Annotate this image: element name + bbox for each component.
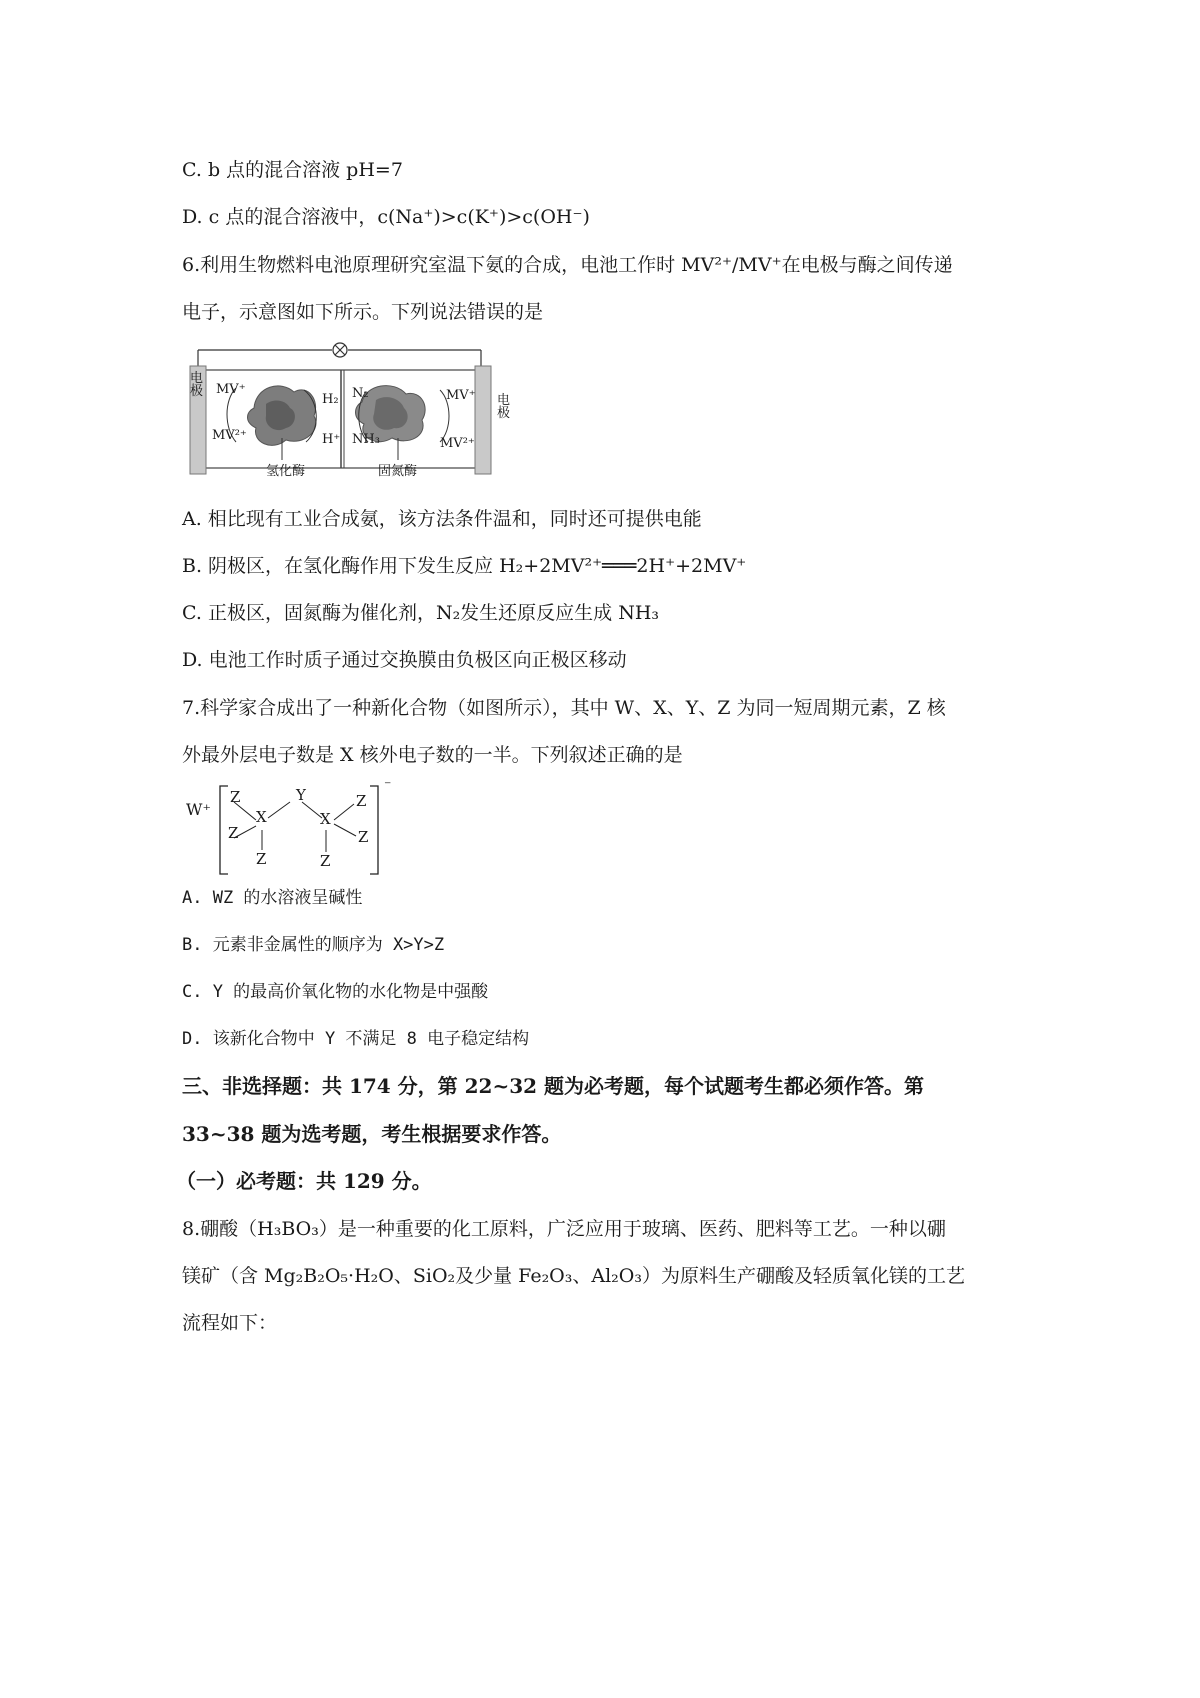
atom-z: Z (228, 824, 239, 842)
section-3-subheading: （一）必考题：共 129 分。 (176, 1169, 432, 1193)
mv-plus-left-label: MV⁺ (216, 382, 246, 397)
atom-y: Y (296, 786, 306, 804)
section-3-heading-line-2: 33~38 题为选考题，考生根据要求作答。 (182, 1122, 562, 1146)
lamp-icon (333, 343, 347, 357)
q5-option-c: C. b 点的混合溶液 pH=7 (182, 159, 403, 181)
atom-z: Z (358, 828, 369, 846)
atom-x: X (256, 808, 267, 826)
biofuel-cell-diagram (186, 338, 506, 478)
q8-line-2: 镁矿（含 Mg₂B₂O₅·H₂O、SiO₂及少量 Fe₂O₃、Al₂O₃）为原料生产硼酸及轻质氧化镁的工艺 (182, 1265, 965, 1287)
atom-z: Z (320, 852, 331, 870)
mv-plus-right-label: MV⁺ (446, 388, 476, 403)
anion-charge: ⁻ (384, 778, 392, 794)
nh3-label: NH₃ (352, 432, 380, 447)
mv2-plus-left-label: MV²⁺ (212, 428, 247, 443)
q7-option-a: A. WZ 的水溶液呈碱性 (182, 888, 363, 908)
q6-option-a: A. 相比现有工业合成氨，该方法条件温和，同时还可提供电能 (182, 508, 702, 530)
q6-stem-line-2: 电子，示意图如下所示。下列说法错误的是 (182, 301, 544, 323)
q6-option-d: D. 电池工作时质子通过交换膜由负极区向正极区移动 (182, 649, 627, 671)
cation-label: W⁺ (186, 800, 211, 819)
atom-z: Z (256, 850, 267, 868)
q7-option-c: C. Y 的最高价氧化物的水化物是中强酸 (182, 982, 489, 1002)
right-electrode (475, 366, 491, 474)
q7-option-d: D. 该新化合物中 Y 不满足 8 电子稳定结构 (182, 1029, 530, 1049)
q6-option-c: C. 正极区，固氮酶为催化剂，N₂发生还原反应生成 NH₃ (182, 602, 660, 624)
h2-label: H₂ (322, 392, 339, 407)
atom-z: Z (230, 788, 241, 806)
compound-structure (184, 778, 394, 878)
hydrogenase-label: 氢化酶 (266, 464, 306, 479)
q7-stem-line-1: 7.科学家合成出了一种新化合物（如图所示），其中 W、X、Y、Z 为同一短周期元素，Z 核 (182, 697, 946, 719)
h-plus-label: H⁺ (322, 432, 341, 447)
right-electrode-label: 电极 (497, 393, 511, 421)
atom-x: X (320, 810, 331, 828)
mv2-plus-right-label: MV²⁺ (440, 436, 475, 451)
q7-stem-line-2: 外最外层电子数是 X 核外电子数的一半。下列叙述正确的是 (182, 744, 683, 766)
q6-option-b: B. 阴极区，在氢化酶作用下发生反应 H₂+2MV²⁺═══2H⁺+2MV⁺ (182, 555, 747, 577)
nitrogenase-label: 固氮酶 (378, 464, 418, 479)
section-3-heading-line-1: 三、非选择题：共 174 分，第 22~32 题为必考题，每个试题考生都必须作答。第 (182, 1074, 925, 1098)
q5-option-d: D. c 点的混合溶液中，c(Na⁺)>c(K⁺)>c(OH⁻) (182, 206, 590, 228)
q8-line-1: 8.硼酸（H₃BO₃）是一种重要的化工原料，广泛应用于玻璃、医药、肥料等工艺。一种以硼 (182, 1218, 946, 1240)
q7-option-b: B. 元素非金属性的顺序为 X>Y>Z (182, 935, 445, 955)
left-electrode-label: 电极 (190, 371, 204, 399)
q8-line-3: 流程如下： (182, 1312, 278, 1334)
atom-z: Z (356, 792, 367, 810)
q6-stem-line-1: 6.利用生物燃料电池原理研究室温下氨的合成，电池工作时 MV²⁺/MV⁺在电极与酶之间传递 (182, 254, 953, 276)
n2-label: N₂ (352, 386, 369, 401)
